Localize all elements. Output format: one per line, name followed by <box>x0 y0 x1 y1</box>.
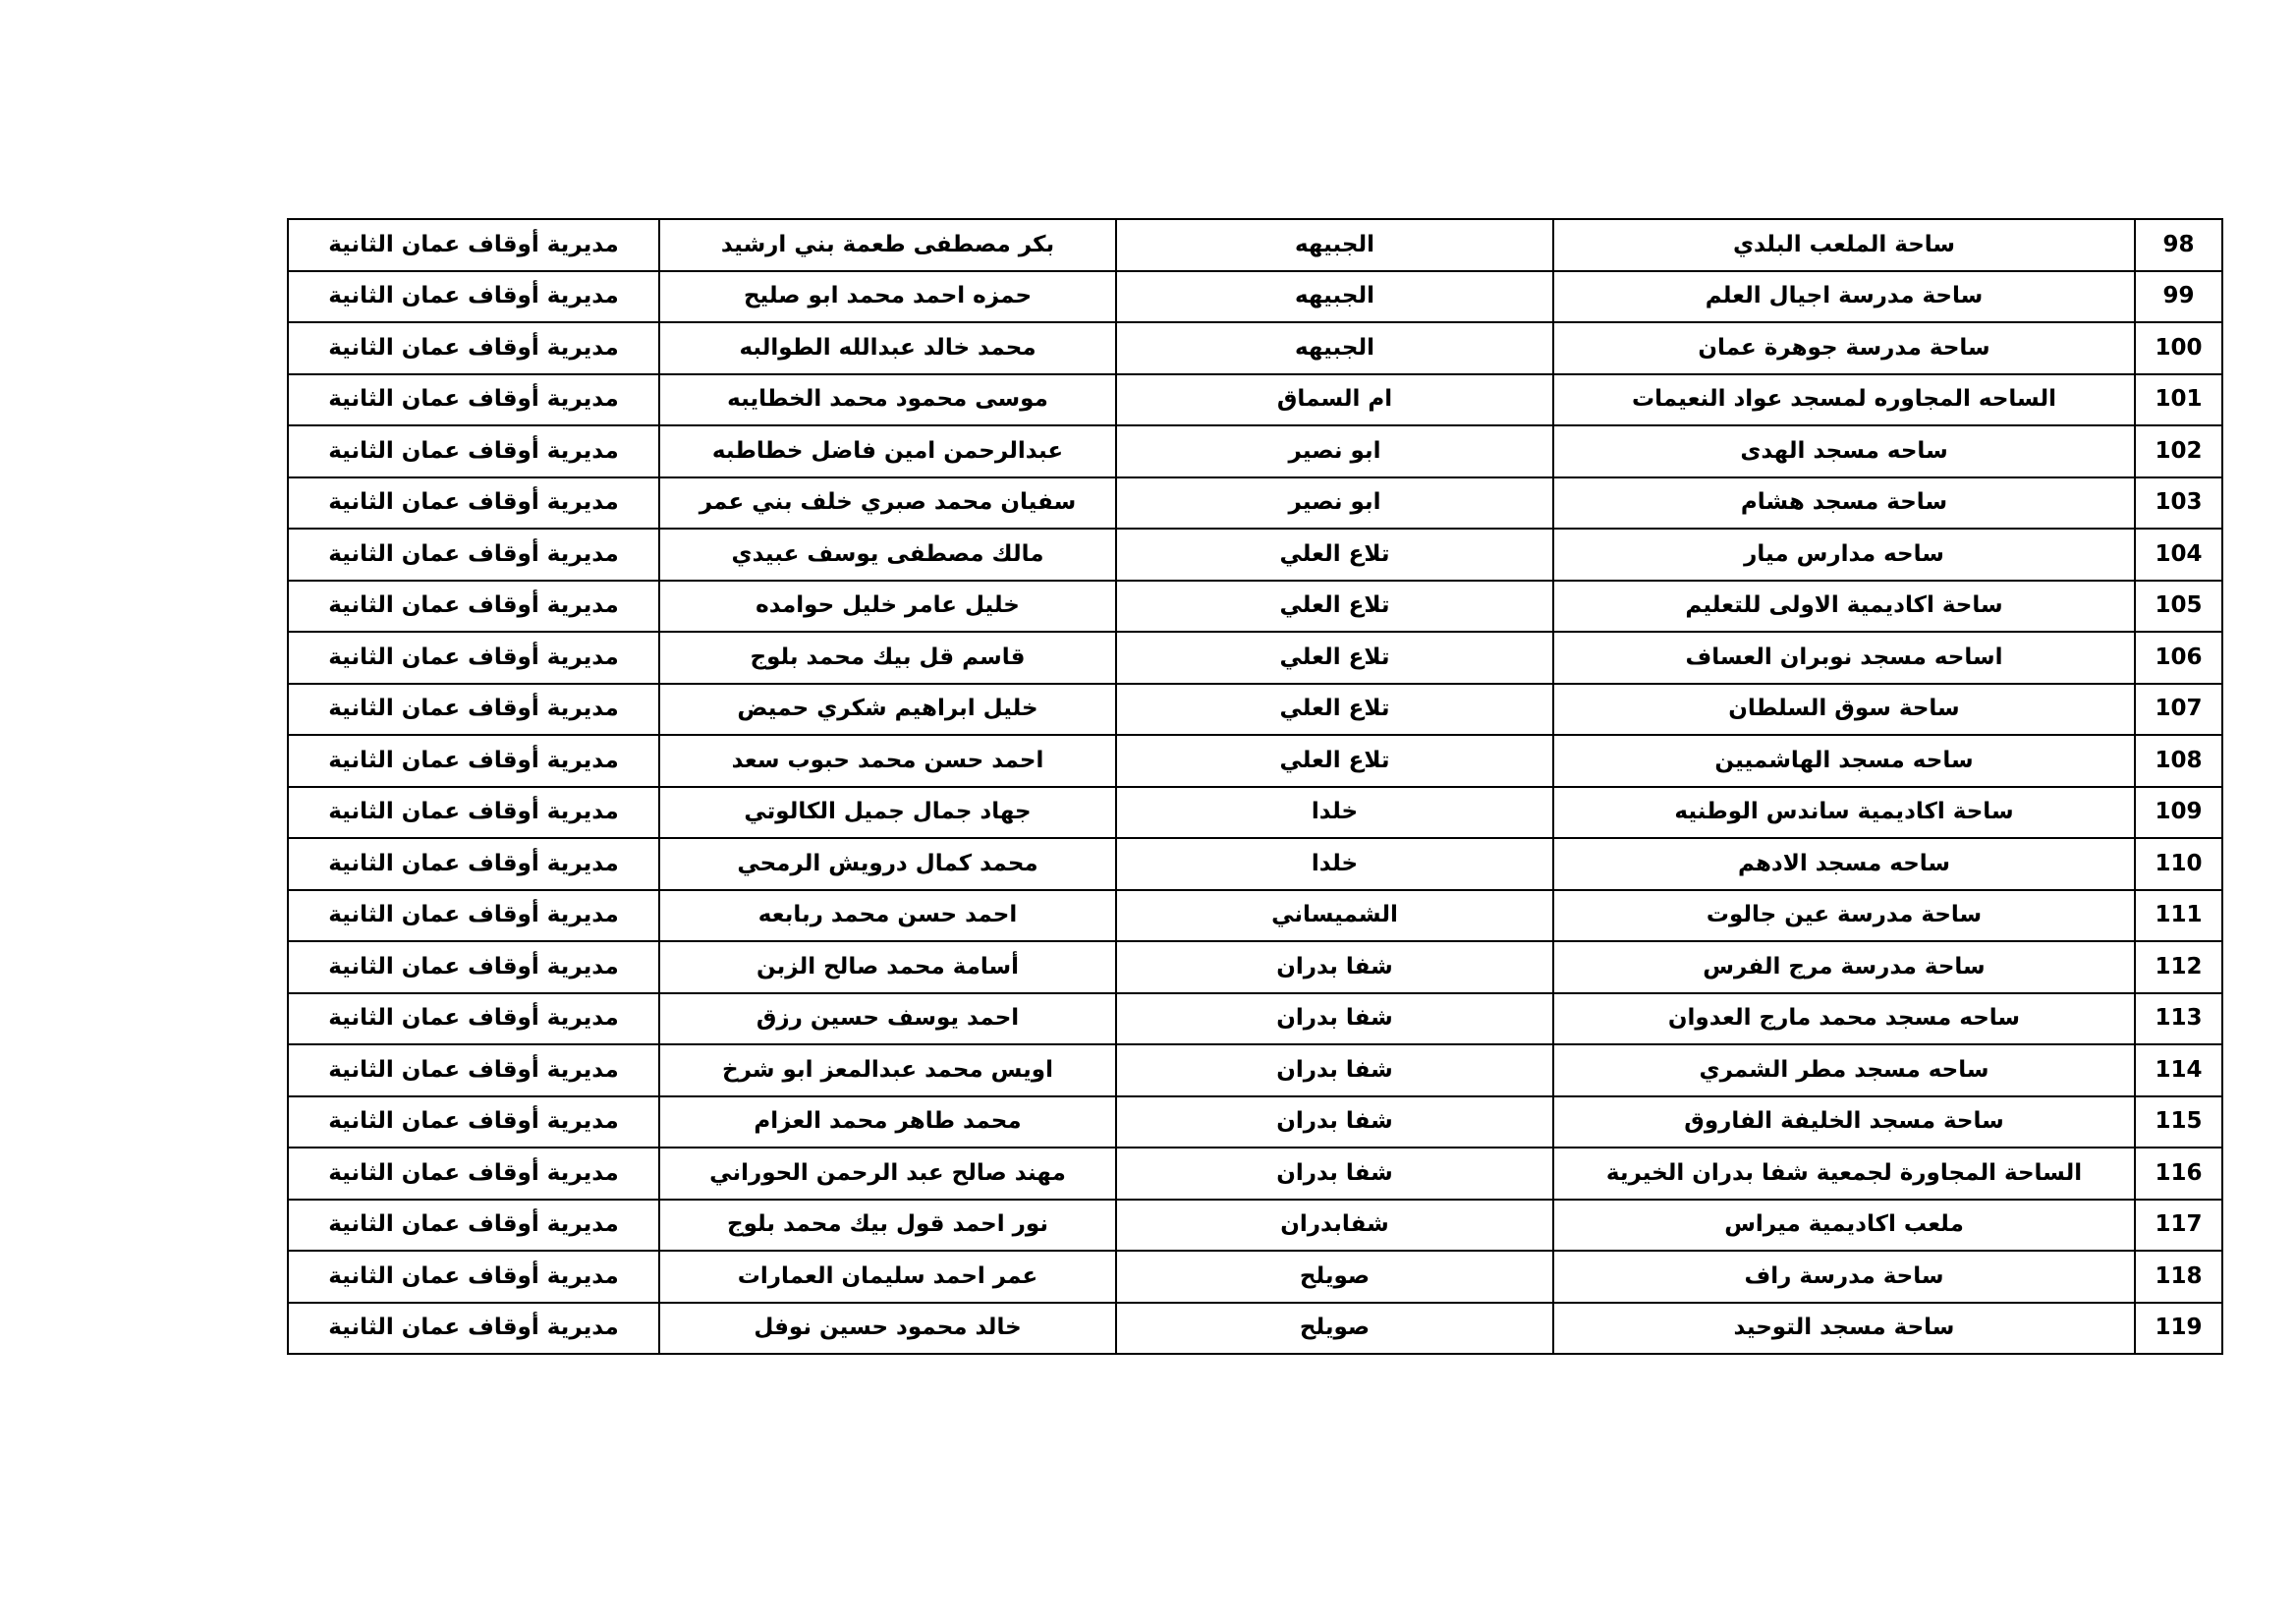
row-number-cell: 116 <box>2135 1148 2222 1200</box>
table-row <box>288 219 2222 271</box>
row-number-cell: 101 <box>2135 374 2222 426</box>
table-row <box>288 684 2222 736</box>
imam-name-cell: احمد حسن محمد ربابعه <box>659 890 1116 942</box>
area-name-cell: شفا بدران <box>1116 1096 1553 1148</box>
table-row <box>288 529 2222 581</box>
table-row <box>288 1096 2222 1148</box>
site-name-cell: ساحة مدرسة عين جالوت <box>1553 890 2135 942</box>
imam-name-cell: خليل ابراهيم شكري حميض <box>659 684 1116 736</box>
row-number-cell: 98 <box>2135 219 2222 271</box>
row-number-cell: 119 <box>2135 1303 2222 1355</box>
row-number-cell: 109 <box>2135 787 2222 839</box>
table-row <box>288 838 2222 890</box>
site-name-cell: ساحة مدرسة راف <box>1553 1251 2135 1303</box>
directorate-name-cell: مديرية أوقاف عمان الثانية <box>288 581 659 633</box>
table-row <box>288 425 2222 477</box>
row-number-cell: 111 <box>2135 890 2222 942</box>
imam-name-cell: اويس محمد عبدالمعز ابو شرخ <box>659 1044 1116 1096</box>
table-row <box>288 1251 2222 1303</box>
imam-name-cell: حمزه احمد محمد ابو صليح <box>659 271 1116 323</box>
directorate-name-cell: مديرية أوقاف عمان الثانية <box>288 632 659 684</box>
imam-name-cell: موسى محمود محمد الخطايبه <box>659 374 1116 426</box>
imam-name-cell: قاسم قل بيك محمد بلوج <box>659 632 1116 684</box>
area-name-cell: الشميساني <box>1116 890 1553 942</box>
site-name-cell: الساحة المجاورة لجمعية شفا بدران الخيرية <box>1553 1148 2135 1200</box>
area-name-cell: خلدا <box>1116 838 1553 890</box>
site-name-cell: ساحه مدارس ميار <box>1553 529 2135 581</box>
directorate-name-cell: مديرية أوقاف عمان الثانية <box>288 1148 659 1200</box>
directorate-name-cell: مديرية أوقاف عمان الثانية <box>288 838 659 890</box>
area-name-cell: صويلح <box>1116 1251 1553 1303</box>
site-name-cell: ساحه مسجد مطر الشمري <box>1553 1044 2135 1096</box>
imam-name-cell: عمر احمد سليمان العمارات <box>659 1251 1116 1303</box>
site-name-cell: ساحه مسجد الادهم <box>1553 838 2135 890</box>
row-number-cell: 104 <box>2135 529 2222 581</box>
row-number-cell: 108 <box>2135 735 2222 787</box>
table-row <box>288 890 2222 942</box>
imam-name-cell: احمد يوسف حسين رزق <box>659 993 1116 1045</box>
imam-name-cell: خليل عامر خليل حوامده <box>659 581 1116 633</box>
row-number-cell: 115 <box>2135 1096 2222 1148</box>
area-name-cell: تلاع العلي <box>1116 581 1553 633</box>
table-row <box>288 581 2222 633</box>
site-name-cell: ساحة مسجد التوحيد <box>1553 1303 2135 1355</box>
area-name-cell: شفابدران <box>1116 1200 1553 1252</box>
site-name-cell: ساحه مسجد الهاشميين <box>1553 735 2135 787</box>
table-row <box>288 993 2222 1045</box>
row-number-cell: 117 <box>2135 1200 2222 1252</box>
directorate-name-cell: مديرية أوقاف عمان الثانية <box>288 1251 659 1303</box>
table-row <box>288 374 2222 426</box>
directorate-name-cell: مديرية أوقاف عمان الثانية <box>288 425 659 477</box>
area-name-cell: خلدا <box>1116 787 1553 839</box>
row-number-cell: 99 <box>2135 271 2222 323</box>
directorate-name-cell: مديرية أوقاف عمان الثانية <box>288 219 659 271</box>
imam-name-cell: محمد خالد عبدالله الطوالبه <box>659 322 1116 374</box>
imam-name-cell: سفيان محمد صبري خلف بني عمر <box>659 477 1116 530</box>
row-number-cell: 105 <box>2135 581 2222 633</box>
site-name-cell: ملعب اكاديمية ميراس <box>1553 1200 2135 1252</box>
directorate-name-cell: مديرية أوقاف عمان الثانية <box>288 787 659 839</box>
row-number-cell: 113 <box>2135 993 2222 1045</box>
table-row <box>288 1044 2222 1096</box>
directorate-name-cell: مديرية أوقاف عمان الثانية <box>288 1303 659 1355</box>
table-row <box>288 735 2222 787</box>
site-name-cell: ساحة مسجد هشام <box>1553 477 2135 530</box>
area-name-cell: ابو نصير <box>1116 477 1553 530</box>
table-body <box>288 219 2222 1354</box>
directorate-name-cell: مديرية أوقاف عمان الثانية <box>288 271 659 323</box>
site-name-cell: ساحه مسجد محمد مارج العدوان <box>1553 993 2135 1045</box>
area-name-cell: ابو نصير <box>1116 425 1553 477</box>
area-name-cell: شفا بدران <box>1116 941 1553 993</box>
row-number-cell: 103 <box>2135 477 2222 530</box>
directorate-name-cell: مديرية أوقاف عمان الثانية <box>288 993 659 1045</box>
area-name-cell: تلاع العلي <box>1116 529 1553 581</box>
row-number-cell: 114 <box>2135 1044 2222 1096</box>
imam-name-cell: مالك مصطفى يوسف عبيدي <box>659 529 1116 581</box>
directorate-name-cell: مديرية أوقاف عمان الثانية <box>288 529 659 581</box>
area-name-cell: تلاع العلي <box>1116 735 1553 787</box>
table-row <box>288 632 2222 684</box>
table-row <box>288 787 2222 839</box>
imam-name-cell: خالد محمود حسين نوفل <box>659 1303 1116 1355</box>
directorate-name-cell: مديرية أوقاف عمان الثانية <box>288 684 659 736</box>
area-name-cell: شفا بدران <box>1116 1148 1553 1200</box>
area-name-cell: ام السماق <box>1116 374 1553 426</box>
table-row <box>288 941 2222 993</box>
row-number-cell: 110 <box>2135 838 2222 890</box>
area-name-cell: الجبيهه <box>1116 219 1553 271</box>
prayer-sites-table <box>287 218 2223 1355</box>
imam-name-cell: نور احمد قول بيك محمد بلوج <box>659 1200 1116 1252</box>
directorate-name-cell: مديرية أوقاف عمان الثانية <box>288 374 659 426</box>
imam-name-cell: عبدالرحمن امين فاضل خطاطبه <box>659 425 1116 477</box>
site-name-cell: ساحة الملعب البلدي <box>1553 219 2135 271</box>
row-number-cell: 118 <box>2135 1251 2222 1303</box>
table-row <box>288 1148 2222 1200</box>
directorate-name-cell: مديرية أوقاف عمان الثانية <box>288 477 659 530</box>
directorate-name-cell: مديرية أوقاف عمان الثانية <box>288 1200 659 1252</box>
site-name-cell: ساحه مسجد الهدى <box>1553 425 2135 477</box>
directorate-name-cell: مديرية أوقاف عمان الثانية <box>288 735 659 787</box>
table-row <box>288 1200 2222 1252</box>
imam-name-cell: جهاد جمال جميل الكالوتي <box>659 787 1116 839</box>
site-name-cell: اساحه مسجد نوبران العساف <box>1553 632 2135 684</box>
area-name-cell: شفا بدران <box>1116 993 1553 1045</box>
row-number-cell: 102 <box>2135 425 2222 477</box>
table-row <box>288 477 2222 530</box>
area-name-cell: شفا بدران <box>1116 1044 1553 1096</box>
directorate-name-cell: مديرية أوقاف عمان الثانية <box>288 1096 659 1148</box>
site-name-cell: ساحة اكاديمية ساندس الوطنيه <box>1553 787 2135 839</box>
directorate-name-cell: مديرية أوقاف عمان الثانية <box>288 890 659 942</box>
site-name-cell: ساحة مدرسة مرج الفرس <box>1553 941 2135 993</box>
site-name-cell: ساحة سوق السلطان <box>1553 684 2135 736</box>
imam-name-cell: احمد حسن محمد حبوب سعد <box>659 735 1116 787</box>
site-name-cell: ساحة مدرسة اجيال العلم <box>1553 271 2135 323</box>
area-name-cell: الجبيهه <box>1116 322 1553 374</box>
directorate-name-cell: مديرية أوقاف عمان الثانية <box>288 322 659 374</box>
row-number-cell: 107 <box>2135 684 2222 736</box>
site-name-cell: ساحة مدرسة جوهرة عمان <box>1553 322 2135 374</box>
row-number-cell: 112 <box>2135 941 2222 993</box>
directorate-name-cell: مديرية أوقاف عمان الثانية <box>288 1044 659 1096</box>
table-row <box>288 1303 2222 1355</box>
area-name-cell: تلاع العلي <box>1116 684 1553 736</box>
site-name-cell: ساحة اكاديمية الاولى للتعليم <box>1553 581 2135 633</box>
site-name-cell: الساحه المجاوره لمسجد عواد النعيمات <box>1553 374 2135 426</box>
imam-name-cell: محمد طاهر محمد العزام <box>659 1096 1116 1148</box>
area-name-cell: الجبيهه <box>1116 271 1553 323</box>
imam-name-cell: أسامة محمد صالح الزبن <box>659 941 1116 993</box>
area-name-cell: صويلح <box>1116 1303 1553 1355</box>
row-number-cell: 106 <box>2135 632 2222 684</box>
table-row <box>288 271 2222 323</box>
imam-name-cell: محمد كمال درويش الرمحي <box>659 838 1116 890</box>
imam-name-cell: مهند صالح عبد الرحمن الحوراني <box>659 1148 1116 1200</box>
site-name-cell: ساحة مسجد الخليفة الفاروق <box>1553 1096 2135 1148</box>
table-row <box>288 322 2222 374</box>
directorate-name-cell: مديرية أوقاف عمان الثانية <box>288 941 659 993</box>
area-name-cell: تلاع العلي <box>1116 632 1553 684</box>
row-number-cell: 100 <box>2135 322 2222 374</box>
imam-name-cell: بكر مصطفى طعمة بني ارشيد <box>659 219 1116 271</box>
